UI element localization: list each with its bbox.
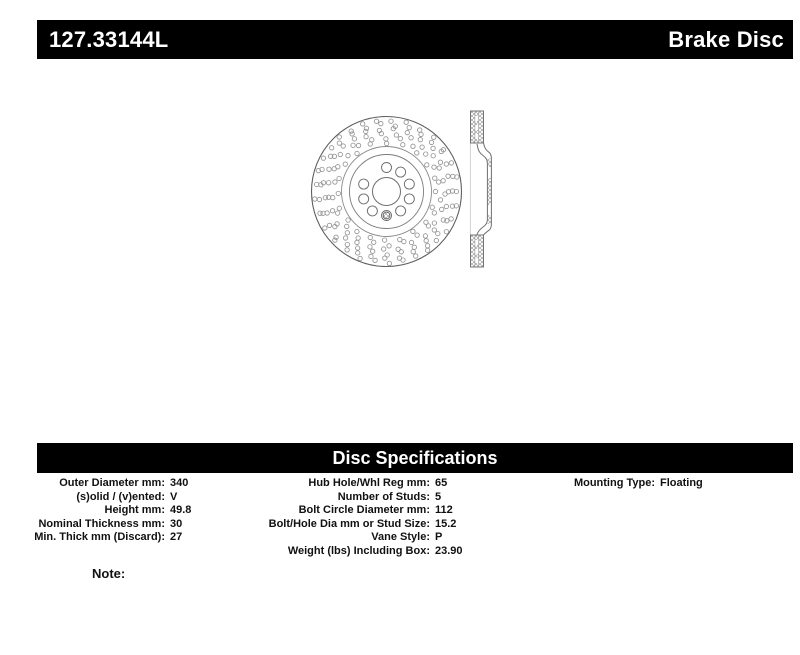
drill-dimple: [323, 226, 327, 230]
drill-dimple: [405, 130, 409, 134]
spec-row: [20, 531, 191, 545]
spec-row: [500, 477, 703, 491]
drill-dimple: [351, 143, 355, 147]
section-flange-hatch: [488, 159, 492, 225]
spec-value: P: [435, 531, 443, 543]
bolt-hole: [359, 179, 369, 189]
spec-row: [250, 531, 463, 545]
spec-row: [20, 491, 191, 505]
rotor-cross-section-drawing: [470, 111, 491, 267]
drill-dimple: [407, 125, 411, 129]
spec-label: Nominal Thickness mm:: [38, 517, 165, 530]
drill-dimple: [332, 167, 336, 171]
drill-dimple: [432, 228, 436, 232]
drill-dimple: [431, 146, 435, 150]
drill-dimple: [387, 261, 391, 265]
drill-dimple: [415, 151, 419, 155]
drill-dimple: [343, 162, 347, 166]
drill-dimple: [401, 143, 405, 147]
drill-dimple: [326, 181, 330, 185]
spec-label: Outer Diameter mm:: [59, 477, 165, 489]
drill-dimple: [364, 134, 368, 138]
drill-dimple: [402, 239, 406, 243]
spec-row: [250, 545, 463, 559]
spec-value: 15.2: [435, 517, 457, 530]
drill-dimple: [338, 152, 342, 156]
spec-value: 23.90: [435, 544, 463, 557]
spec-section-header: [37, 443, 793, 473]
drill-dimple: [449, 161, 453, 165]
drill-dimple: [436, 231, 440, 235]
drill-dimple: [368, 235, 372, 239]
spec-value: 65: [435, 477, 448, 489]
drill-dimple: [374, 119, 378, 123]
drill-dimple: [425, 244, 429, 248]
drill-dimple: [337, 176, 341, 180]
note-label: Note:: [92, 566, 126, 581]
drill-dimple: [409, 240, 413, 244]
drill-dimple: [345, 224, 349, 228]
spec-row: [250, 477, 463, 491]
drill-dimple: [444, 204, 448, 208]
rotor-outer-edge: [312, 117, 462, 267]
drill-dimple: [336, 191, 340, 195]
drill-dimple: [411, 250, 415, 254]
drill-dimple: [383, 256, 387, 260]
drill-dimple: [355, 246, 359, 250]
drill-dimple: [337, 141, 341, 145]
drill-dimple: [360, 122, 364, 126]
drill-dimple: [420, 145, 424, 149]
part-number: 127.33144L: [49, 26, 169, 52]
drill-dimple: [446, 174, 450, 178]
drill-dimple: [444, 230, 448, 234]
spec-value: 30: [170, 517, 183, 530]
drill-dimple: [345, 231, 349, 235]
drill-dimple: [368, 142, 372, 146]
drill-dimple: [389, 119, 393, 123]
drill-dimple: [431, 153, 435, 157]
drill-dimple: [412, 245, 416, 249]
drill-dimple: [346, 153, 350, 157]
spec-label: Bolt Circle Diameter mm:: [298, 504, 430, 516]
drill-dimple: [327, 223, 331, 227]
drill-dimple: [418, 137, 422, 141]
drill-dimple: [352, 137, 356, 141]
drill-dimple: [438, 198, 442, 202]
drill-dimple: [330, 209, 334, 213]
drill-dimple: [355, 229, 359, 233]
drill-dimple: [337, 206, 341, 210]
drill-dimple: [373, 258, 377, 262]
drill-dimple: [441, 179, 445, 183]
drill-dimple: [368, 245, 372, 249]
drill-dimple: [433, 189, 437, 193]
drill-dimple: [434, 238, 438, 242]
drill-dimple: [379, 121, 383, 125]
bolt-hole: [359, 194, 369, 204]
spec-column-middle: [250, 477, 463, 558]
drill-dimple: [358, 256, 362, 260]
spec-label: Number of Studs:: [337, 490, 430, 503]
bolt-hole: [367, 206, 377, 216]
drill-dimple: [436, 180, 440, 184]
drill-dimple: [419, 132, 423, 136]
drill-dimple: [418, 128, 422, 132]
drill-dimple: [372, 240, 376, 244]
spec-row: [20, 477, 191, 491]
drill-dimple: [440, 207, 444, 211]
spec-row: [20, 504, 191, 518]
drill-dimple: [370, 249, 374, 253]
drill-dimple: [432, 211, 436, 215]
spec-section-title: Disc Specifications: [332, 448, 498, 468]
drilled-dimple-pattern: [313, 119, 459, 266]
bolt-hole: [404, 194, 414, 204]
set-screw-hole: [383, 212, 390, 219]
drill-dimple: [387, 244, 391, 248]
spec-value: V: [170, 490, 178, 503]
spec-row: [250, 504, 463, 518]
drill-dimple: [382, 238, 386, 242]
drill-dimple: [444, 162, 448, 166]
spec-value: 5: [435, 490, 442, 503]
drill-dimple: [426, 224, 430, 228]
drill-dimple: [364, 126, 368, 130]
drill-dimple: [356, 143, 360, 147]
drill-dimple: [369, 254, 373, 258]
drill-dimple: [424, 239, 428, 243]
rotor-front-view-drawing: [312, 117, 462, 267]
section-top-friction-ring: [471, 111, 484, 143]
drill-dimple: [423, 234, 427, 238]
bolt-hole: [396, 206, 406, 216]
drill-dimple: [349, 129, 353, 133]
drill-dimple: [449, 217, 453, 221]
drill-dimple: [317, 197, 321, 201]
spec-column-right: [500, 477, 703, 491]
spec-value: 49.8: [170, 504, 192, 516]
spec-label: Mounting Type:: [573, 477, 655, 489]
drill-dimple: [399, 250, 403, 254]
spec-label: (s)olid / (v)ented:: [76, 490, 165, 503]
drill-dimple: [370, 138, 374, 142]
drill-dimple: [401, 258, 405, 262]
spec-label: Height mm:: [104, 504, 165, 516]
product-type-title: Brake Disc: [668, 26, 784, 52]
drill-dimple: [425, 248, 429, 252]
drill-dimple: [355, 240, 359, 244]
spec-label: Min. Thick mm (Discard):: [34, 531, 165, 543]
drill-dimple: [384, 141, 388, 145]
spec-row: [20, 518, 191, 532]
drill-dimple: [437, 166, 441, 170]
drill-dimple: [411, 229, 415, 233]
drill-dimple: [425, 163, 429, 167]
drill-dimple: [381, 247, 385, 251]
drill-dimple: [335, 211, 339, 215]
drill-dimple: [318, 211, 322, 215]
spec-column-left: [20, 477, 191, 545]
drill-dimple: [321, 156, 325, 160]
drill-dimple: [341, 144, 345, 148]
bolt-hole: [396, 167, 406, 177]
drill-dimple: [350, 132, 354, 136]
drill-dimple: [429, 140, 433, 144]
drill-dimple: [327, 167, 331, 171]
section-bottom-friction-ring: [471, 235, 484, 267]
drill-dimple: [432, 135, 436, 139]
drill-dimple: [345, 248, 349, 252]
drill-dimple: [345, 242, 349, 246]
spec-value: 340: [170, 477, 189, 489]
drill-dimple: [432, 221, 436, 225]
drill-dimple: [409, 136, 413, 140]
drill-dimple: [343, 236, 347, 240]
center-hub-hole: [373, 178, 401, 206]
drill-dimple: [433, 176, 437, 180]
drill-dimple: [356, 251, 360, 255]
spec-value: 27: [170, 531, 183, 543]
drill-dimple: [430, 205, 434, 209]
drill-dimple: [313, 197, 317, 201]
bolt-hole: [382, 163, 392, 173]
drill-dimple: [432, 165, 436, 169]
drill-dimple: [424, 152, 428, 156]
spec-label: Weight (lbs) Including Box:: [287, 544, 430, 557]
drill-dimple: [364, 129, 368, 133]
drill-dimple: [404, 120, 408, 124]
friction-inner-edge: [342, 147, 432, 237]
spec-label: Bolt/Hole Dia mm or Stud Size:: [268, 517, 430, 530]
drill-dimple: [384, 137, 388, 141]
drill-dimple: [414, 254, 418, 258]
spec-value: 112: [435, 504, 453, 516]
spec-row: [250, 491, 463, 505]
drill-dimple: [346, 218, 350, 222]
spec-row: [250, 518, 463, 532]
drill-dimple: [355, 151, 359, 155]
drill-dimple: [333, 180, 337, 184]
spec-label: Hub Hole/Whl Reg mm:: [308, 477, 430, 489]
drill-dimple: [438, 160, 442, 164]
drill-dimple: [329, 146, 333, 150]
drill-dimple: [411, 144, 415, 148]
drill-dimple: [398, 136, 402, 140]
spec-label: Vane Style:: [371, 531, 430, 543]
bolt-hole: [404, 179, 414, 189]
drill-dimple: [394, 133, 398, 137]
drill-dimple: [356, 236, 360, 240]
drill-dimple: [337, 135, 341, 139]
spec-value: Floating: [660, 477, 703, 489]
drill-dimple: [415, 233, 419, 237]
